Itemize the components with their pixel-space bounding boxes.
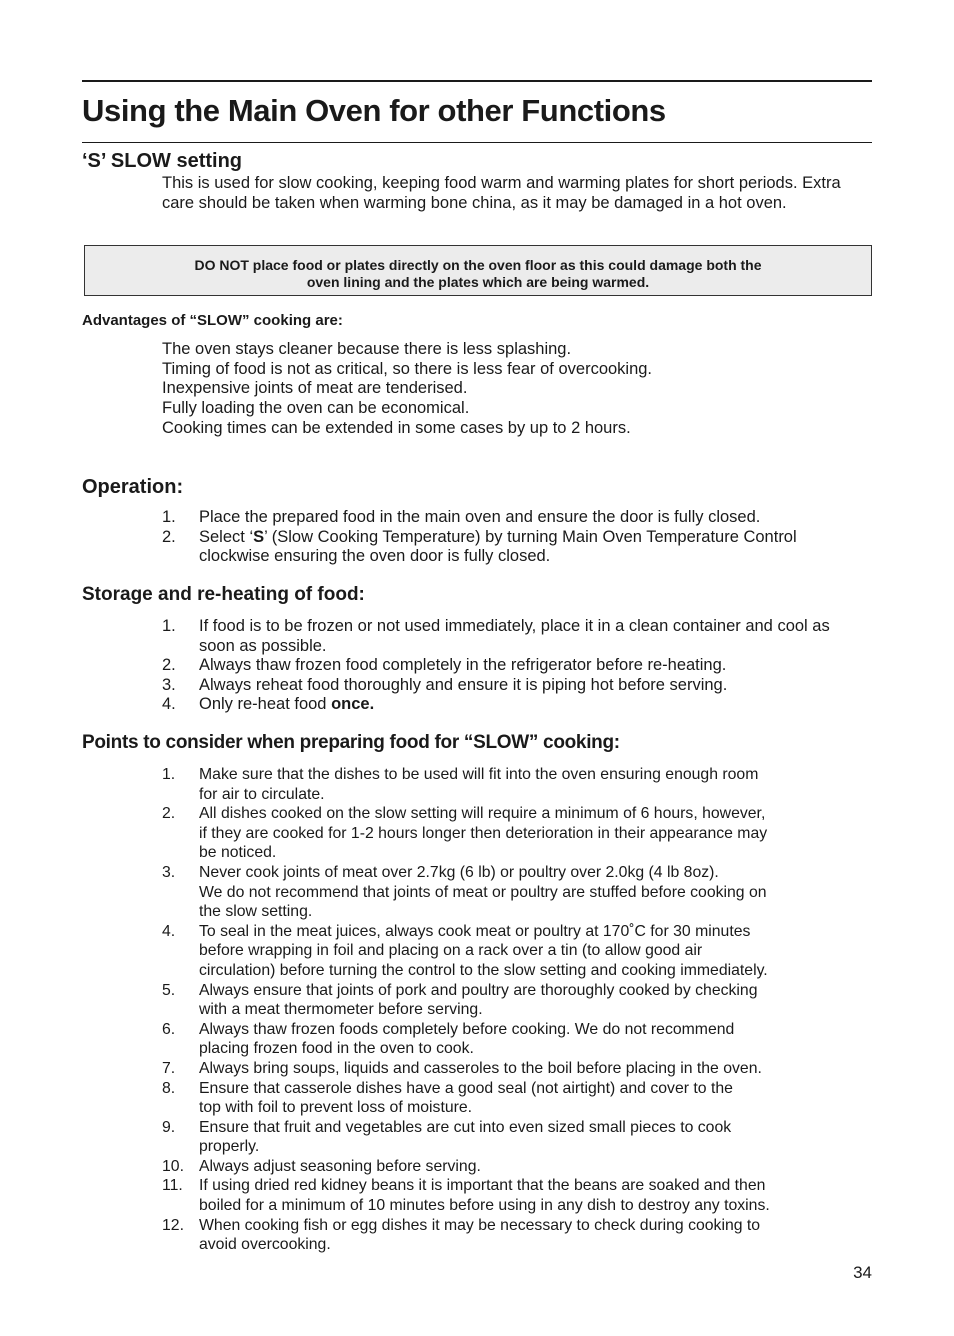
- list-item: [162, 1176, 852, 1215]
- item-text-line: If using dried red kidney beans it is important that the beans are soaked and then: [199, 1177, 766, 1195]
- item-number: 5.: [162, 981, 176, 999]
- item-number: 7.: [162, 1059, 176, 1077]
- item-text-line: avoid overcooking.: [199, 1236, 331, 1254]
- item-text: [199, 804, 852, 863]
- item-text: Always thaw frozen food completely in the refrigerator before re-heating.: [199, 656, 727, 675]
- list-item: [162, 922, 852, 981]
- item-number: 4.: [162, 922, 176, 940]
- item-text-line: Always adjust seasoning before serving.: [199, 1157, 481, 1175]
- storage-heading: Storage and re-heating of food:: [82, 584, 365, 605]
- item-text: [199, 922, 852, 981]
- item-text: [199, 1059, 852, 1079]
- advantages-heading: Advantages of “SLOW” cooking are:: [82, 312, 343, 329]
- page-title: Using the Main Oven for other Functions: [82, 93, 666, 128]
- list-item: The oven stays cleaner because there is less splashing.: [162, 340, 572, 358]
- list-item: Inexpensive joints of meat are tenderised.: [162, 379, 468, 398]
- operation-heading: Operation:: [82, 476, 184, 498]
- item-number: 9.: [162, 1118, 176, 1136]
- item-text-line: To seal in the meat juices, always cook meat or poultry at 170˚C for 30 minutes: [199, 922, 751, 940]
- warning-box: [84, 245, 872, 296]
- item-text-line: Make sure that the dishes to be used will fit into the oven ensuring enough room: [199, 766, 759, 783]
- slow-setting-intro: This is used for slow cooking, keeping food warm and warming plates for short periods. Extra care should be taken when warming bone china, as it may be damaged in a hot oven.: [162, 174, 841, 212]
- item-text-line: We do not recommend that joints of meat or poultry are stuffed before cooking on: [199, 883, 767, 901]
- operation-list: [162, 508, 852, 567]
- list-item: [162, 528, 852, 567]
- item-text: [199, 1079, 852, 1118]
- item-text: [199, 1020, 852, 1059]
- list-item: Fully loading the oven can be economical.: [162, 399, 470, 418]
- list-item: [162, 1020, 852, 1059]
- list-item: [162, 617, 852, 656]
- item-text-line: When cooking fish or egg dishes it may be necessary to check during cooking to: [199, 1216, 761, 1234]
- points-heading: Points to consider when preparing food for “SLOW” cooking:: [82, 732, 620, 753]
- list-item: [162, 1118, 852, 1157]
- item-text: [199, 765, 852, 804]
- page-number: 34: [853, 1263, 872, 1282]
- item-text: Always reheat food thoroughly and ensure it is piping hot before serving.: [199, 675, 728, 694]
- list-item: [162, 1157, 852, 1177]
- item-text-line: Always ensure that joints of pork and poultry are thoroughly cooked by checking: [199, 981, 758, 999]
- item-text: [199, 695, 852, 715]
- item-text: Place the prepared food in the main oven and ensure the door is fully closed.: [199, 508, 761, 526]
- title-bottom-rule: [82, 142, 872, 143]
- item-text-line: circulation) before turning the control to the slow setting and cooking immediately.: [199, 961, 768, 979]
- item-text-line: placing frozen food in the oven to cook.: [199, 1040, 474, 1058]
- list-item: [162, 1216, 852, 1255]
- item-text-line: All dishes cooked on the slow setting will require a minimum of 6 hours, however,: [199, 805, 766, 823]
- item-text-line: Never cook joints of meat over 2.7kg (6 lb) or poultry over 2.0kg (4 lb 8oz).: [199, 863, 719, 881]
- list-item: [162, 508, 852, 528]
- item-number: 8.: [162, 1079, 176, 1097]
- item-number: 1.: [162, 617, 176, 635]
- item-text-pre: Only re-heat food: [199, 695, 332, 714]
- list-item: [162, 765, 852, 804]
- item-text-post: ’ (Slow Cooking Temperature) by turning Main Oven Temperature Control clockwise ensuring the oven door is fully closed.: [199, 527, 797, 566]
- item-number: 1.: [162, 766, 176, 783]
- advantages-list: [162, 340, 852, 439]
- item-number: 4.: [162, 695, 176, 714]
- item-number: 2.: [162, 656, 176, 675]
- list-item: [162, 1059, 852, 1079]
- item-text-line: the slow setting.: [199, 903, 313, 921]
- item-text-line: properly.: [199, 1138, 260, 1156]
- item-number: 2.: [162, 805, 176, 823]
- storage-list: [162, 617, 852, 715]
- item-text: [199, 863, 852, 922]
- item-number: 11.: [162, 1177, 183, 1195]
- list-item: [162, 981, 852, 1020]
- item-text-pre: Select ‘: [199, 527, 254, 546]
- item-text-line: top with foil to prevent loss of moisture.: [199, 1099, 473, 1117]
- item-number: 12.: [162, 1216, 184, 1234]
- item-number: 10.: [162, 1157, 184, 1175]
- item-text-line: for air to circulate.: [199, 785, 325, 803]
- item-number: 3.: [162, 675, 176, 694]
- item-number: 1.: [162, 508, 176, 526]
- item-text-line: Ensure that fruit and vegetables are cut into even sized small pieces to cook: [199, 1118, 732, 1136]
- item-text-bold: S: [253, 527, 265, 546]
- item-text-line: Always bring soups, liquids and casseroles to the boil before placing in the oven.: [199, 1059, 762, 1077]
- item-text: [199, 528, 852, 567]
- item-text: [199, 1176, 852, 1215]
- list-item: [162, 1079, 852, 1118]
- list-item: [162, 676, 852, 696]
- item-text: [199, 1157, 852, 1177]
- list-item: Cooking times can be extended in some cases by up to 2 hours.: [162, 418, 631, 437]
- item-number: 6.: [162, 1020, 176, 1038]
- item-number: 2.: [162, 527, 176, 546]
- item-text: If food is to be frozen or not used immediately, place it in a clean container and cool as soon as possible.: [199, 617, 830, 655]
- list-item: [162, 695, 852, 715]
- item-text-line: Ensure that casserole dishes have a good seal (not airtight) and cover to the: [199, 1079, 733, 1097]
- warning-line-2: oven lining and the plates which are being warmed.: [306, 274, 650, 290]
- item-text-line: before wrapping in foil and placing on a rack over a tin (to allow good air: [199, 942, 703, 960]
- list-item: [162, 804, 852, 863]
- item-text-line: boiled for a minimum of 10 minutes before using in any dish to destroy any toxins.: [199, 1197, 770, 1215]
- item-text-line: if they are cooked for 1-2 hours longer then deterioration in their appearance may: [199, 824, 768, 842]
- item-text-line: Always thaw frozen foods completely before cooking. We do not recommend: [199, 1020, 735, 1038]
- slow-setting-heading: ‘S’ SLOW setting: [82, 150, 243, 172]
- list-item: Timing of food is not as critical, so there is less fear of overcooking.: [162, 359, 653, 378]
- item-text: [199, 1118, 852, 1157]
- list-item: [162, 863, 852, 922]
- item-text: [199, 981, 852, 1020]
- warning-line-1: DO NOT place food or plates directly on the oven floor as this could damage both the: [194, 257, 762, 273]
- item-text-bold: once.: [331, 695, 375, 714]
- item-number: 3.: [162, 863, 176, 881]
- item-text: [199, 1216, 852, 1255]
- list-item: [162, 656, 852, 676]
- item-text-line: with a meat thermometer before serving.: [199, 1001, 483, 1019]
- title-top-rule: [82, 80, 872, 82]
- item-text-line: be noticed.: [199, 844, 277, 862]
- points-list: [162, 765, 852, 1255]
